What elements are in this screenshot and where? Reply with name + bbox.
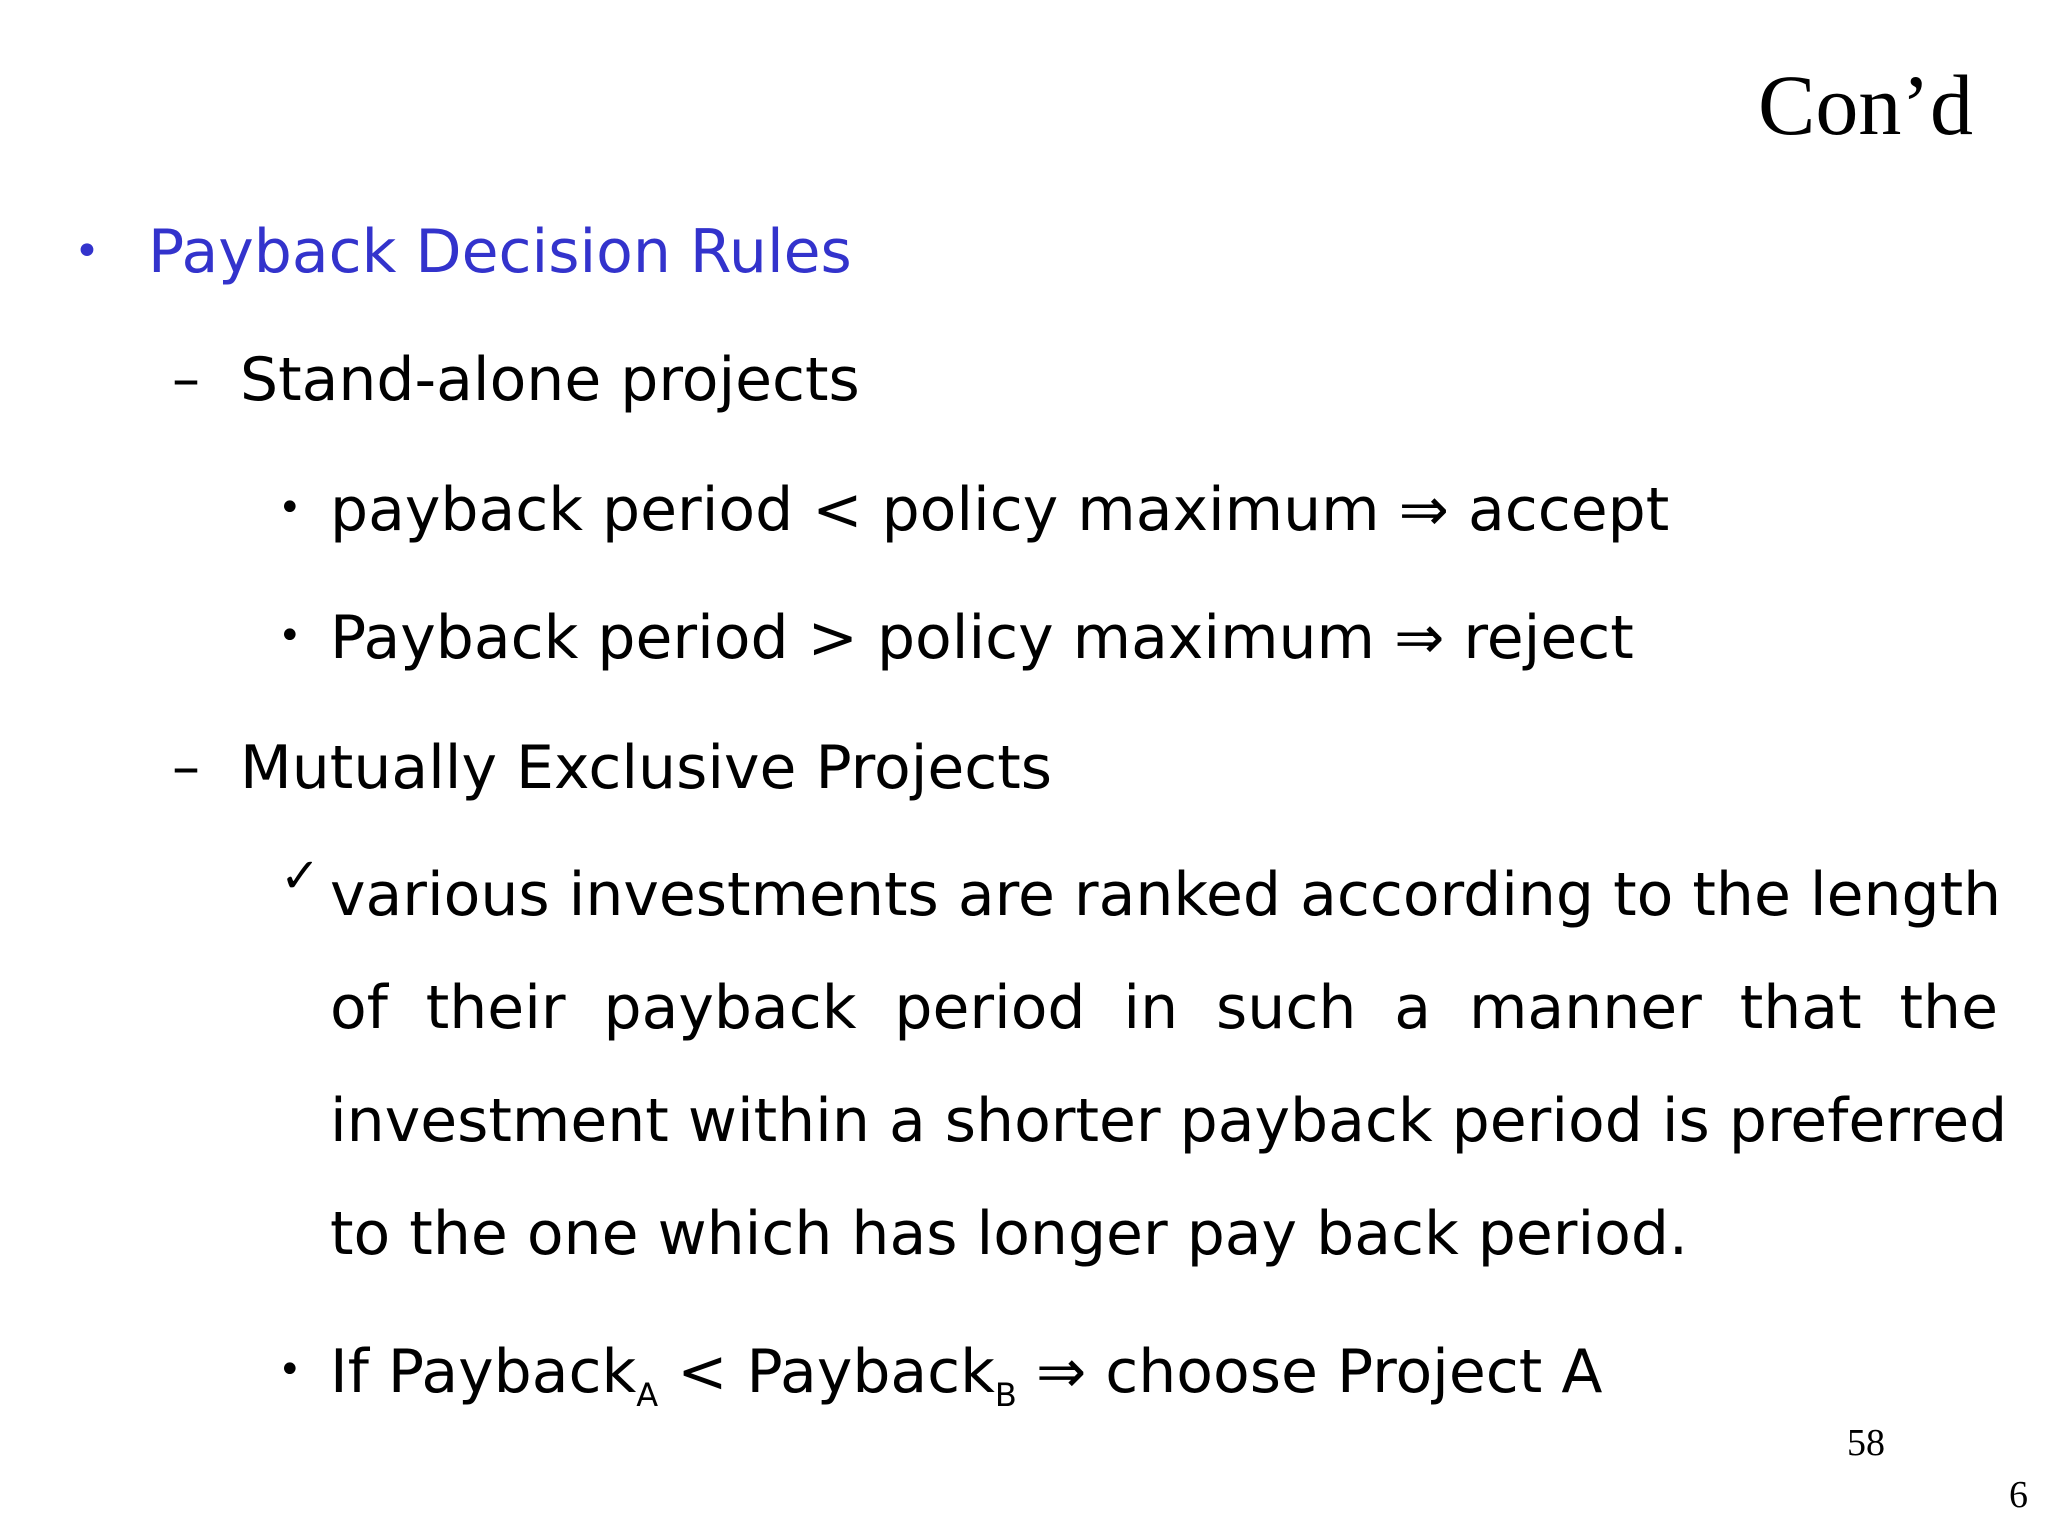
- section-standalone: [172, 345, 860, 415]
- choice-rule-bullet: •: [278, 1347, 302, 1393]
- choice-rule: [278, 1337, 1603, 1414]
- section-standalone-label: Stand-alone projects: [240, 345, 860, 415]
- list-item-bullet: •: [278, 613, 302, 659]
- list-item-text: Payback period > policy maximum ⇒ reject: [330, 603, 1634, 673]
- paragraph-line: of their payback period in such a manner that the: [330, 973, 1998, 1043]
- list-item: [278, 475, 1670, 545]
- section-mutually-exclusive-dash: –: [172, 735, 200, 800]
- subscript-a: A: [636, 1376, 659, 1414]
- section-mutually-exclusive: [172, 733, 1053, 803]
- checkmark-icon: ✓: [280, 848, 321, 904]
- section-mutually-exclusive-label: Mutually Exclusive Projects: [240, 733, 1053, 803]
- heading-text: Payback Decision Rules: [148, 217, 852, 287]
- paragraph-line: various investments are ranked according to the length: [330, 860, 2002, 930]
- heading-bullet: •: [74, 226, 100, 277]
- list-item: [278, 603, 1634, 673]
- choice-rule-suffix: ⇒ choose Project A: [1016, 1337, 1603, 1407]
- heading-row: [74, 217, 852, 287]
- choice-rule-middle: < Payback: [658, 1337, 995, 1407]
- paragraph-line: to the one which has longer pay back period.: [330, 1199, 1688, 1269]
- slide-title: Con’d: [1758, 57, 1973, 153]
- choice-rule-prefix: If Payback: [330, 1337, 637, 1407]
- section-standalone-dash: –: [172, 347, 200, 412]
- paragraph-line: investment within a shorter payback period is preferred: [330, 1086, 2008, 1156]
- page-number: 58: [1847, 1422, 1885, 1464]
- subscript-b: B: [994, 1376, 1017, 1414]
- corner-number: 6: [2009, 1474, 2028, 1516]
- list-item-text: payback period < policy maximum ⇒ accept: [330, 475, 1670, 545]
- list-item-bullet: •: [278, 485, 302, 531]
